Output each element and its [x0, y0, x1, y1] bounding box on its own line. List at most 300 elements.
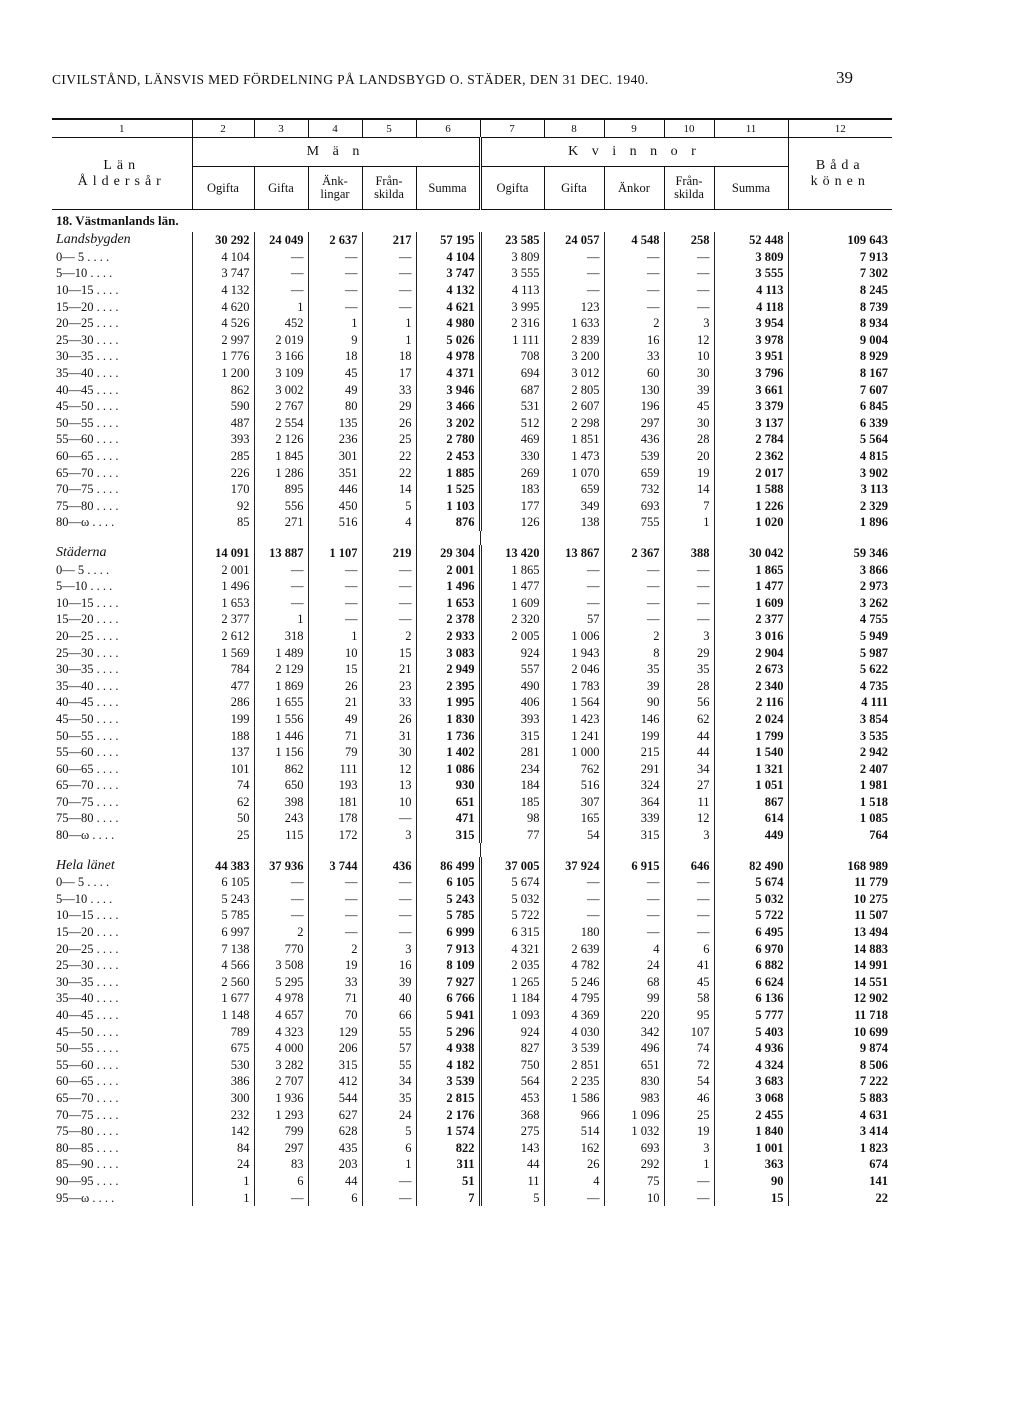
total-cell: 13 867 — [544, 545, 604, 562]
age-label: 65—70 . . . . — [56, 1090, 119, 1105]
data-cell: 2 362 — [714, 448, 788, 465]
data-cell: 2 — [604, 628, 664, 645]
table-row — [52, 498, 892, 515]
data-cell: 2 377 — [192, 611, 254, 628]
data-cell: 2 784 — [714, 431, 788, 448]
data-cell: 1 574 — [416, 1123, 480, 1140]
data-cell: — — [254, 282, 308, 299]
data-cell: 2 — [254, 924, 308, 941]
data-cell: 5 246 — [544, 974, 604, 991]
table-row — [52, 611, 892, 628]
data-cell: 7 — [664, 498, 714, 515]
data-cell: 3 — [362, 827, 416, 844]
data-cell: 29 — [362, 398, 416, 415]
data-cell: 25 — [664, 1106, 714, 1123]
total-cell: 436 — [362, 857, 416, 874]
data-cell: 22 — [362, 464, 416, 481]
data-cell: 17 — [362, 365, 416, 382]
table-row — [52, 381, 892, 398]
age-label: 55—60 . . . . — [56, 432, 119, 447]
data-cell: 3 535 — [788, 727, 892, 744]
age-label: 5—10 . . . . — [56, 579, 113, 594]
data-cell: 3 113 — [788, 481, 892, 498]
age-label: 80—85 . . . . — [56, 1140, 119, 1155]
data-cell: 3 539 — [544, 1040, 604, 1057]
table-row — [52, 1090, 892, 1107]
table-row — [52, 1123, 892, 1140]
data-cell: 1 677 — [192, 990, 254, 1007]
section-total-row — [52, 545, 892, 562]
data-cell: 1 — [362, 332, 416, 349]
age-label: 60—65 . . . . — [56, 761, 119, 776]
data-cell: 45 — [664, 974, 714, 991]
data-cell: 1 — [664, 514, 714, 531]
data-cell: 232 — [192, 1106, 254, 1123]
data-cell: 2 001 — [192, 561, 254, 578]
data-cell: 2 — [308, 940, 362, 957]
data-cell: 3 109 — [254, 365, 308, 382]
data-cell: 49 — [308, 381, 362, 398]
data-cell: 14 — [664, 481, 714, 498]
data-cell: 72 — [664, 1057, 714, 1074]
table-row — [52, 677, 892, 694]
data-cell: 2 340 — [714, 677, 788, 694]
data-cell: 1 609 — [480, 594, 544, 611]
data-cell: 651 — [604, 1057, 664, 1074]
data-cell: 28 — [664, 431, 714, 448]
data-cell: 966 — [544, 1106, 604, 1123]
data-cell: 12 902 — [788, 990, 892, 1007]
data-cell: 6 105 — [416, 874, 480, 891]
data-cell: — — [308, 578, 362, 595]
data-cell: 1 286 — [254, 464, 308, 481]
kvinnor-ankor-header: Änkor — [604, 167, 664, 210]
data-cell: 628 — [308, 1123, 362, 1140]
data-cell: 351 — [308, 464, 362, 481]
data-cell: 9 874 — [788, 1040, 892, 1057]
data-cell: 3 539 — [416, 1073, 480, 1090]
data-cell: 10 — [362, 794, 416, 811]
data-cell: — — [362, 265, 416, 282]
data-cell: 8 739 — [788, 298, 892, 315]
data-cell: 30 — [362, 744, 416, 761]
data-cell: — — [604, 265, 664, 282]
total-cell: 57 195 — [416, 232, 480, 249]
data-cell: 2 851 — [544, 1057, 604, 1074]
data-cell: — — [544, 891, 604, 908]
data-cell: 1 653 — [192, 594, 254, 611]
data-cell: 49 — [308, 711, 362, 728]
data-cell: — — [544, 249, 604, 266]
data-cell: 44 — [664, 744, 714, 761]
table-row — [52, 1073, 892, 1090]
data-cell: 11 507 — [788, 907, 892, 924]
data-cell: 271 — [254, 514, 308, 531]
data-cell: 4 324 — [714, 1057, 788, 1074]
data-cell: 2 316 — [480, 315, 544, 332]
data-cell: 3 262 — [788, 594, 892, 611]
data-cell: — — [604, 282, 664, 299]
data-cell: 44 — [664, 727, 714, 744]
data-cell: — — [308, 891, 362, 908]
table-row — [52, 1173, 892, 1190]
data-cell: 130 — [604, 381, 664, 398]
data-cell: 297 — [604, 415, 664, 432]
data-cell: 477 — [192, 677, 254, 694]
table-row — [52, 827, 892, 844]
data-cell: 33 — [362, 694, 416, 711]
data-cell: 446 — [308, 481, 362, 498]
data-cell: 1 736 — [416, 727, 480, 744]
data-cell: 564 — [480, 1073, 544, 1090]
data-cell: 180 — [544, 924, 604, 941]
age-label: 55—60 . . . . — [56, 1057, 119, 1072]
data-cell: 1 885 — [416, 464, 480, 481]
data-cell: 1 032 — [604, 1123, 664, 1140]
age-label: 0— 5 . . . . — [56, 249, 110, 264]
data-cell: 2 639 — [544, 940, 604, 957]
age-label: 35—40 . . . . — [56, 366, 119, 381]
data-cell: 4 111 — [788, 694, 892, 711]
data-cell: 2 035 — [480, 957, 544, 974]
data-cell: 8 929 — [788, 348, 892, 365]
data-cell: 11 718 — [788, 1007, 892, 1024]
age-label: 20—25 . . . . — [56, 628, 119, 643]
age-label: 35—40 . . . . — [56, 678, 119, 693]
data-cell: 3 809 — [714, 249, 788, 266]
data-cell: 26 — [362, 415, 416, 432]
data-cell: 19 — [308, 957, 362, 974]
total-cell: 13 420 — [480, 545, 544, 562]
lan-label: Län — [103, 157, 141, 173]
data-cell: 4 980 — [416, 315, 480, 332]
data-cell: 54 — [544, 827, 604, 844]
data-cell: 6 — [308, 1189, 362, 1206]
data-cell: — — [604, 249, 664, 266]
data-cell: — — [362, 1189, 416, 1206]
data-cell: — — [664, 561, 714, 578]
age-label: 10—15 . . . . — [56, 595, 119, 610]
kvinnor-summa-header: Summa — [714, 167, 788, 210]
data-cell: 876 — [416, 514, 480, 531]
data-cell: 193 — [308, 777, 362, 794]
data-cell: 339 — [604, 810, 664, 827]
data-cell: 98 — [480, 810, 544, 827]
total-cell: 37 936 — [254, 857, 308, 874]
data-cell: 1 321 — [714, 760, 788, 777]
data-cell: 40 — [362, 990, 416, 1007]
data-cell: 4 620 — [192, 298, 254, 315]
age-label: 50—55 . . . . — [56, 415, 119, 430]
data-cell: 215 — [604, 744, 664, 761]
data-cell: 4 938 — [416, 1040, 480, 1057]
data-cell: 1 489 — [254, 644, 308, 661]
data-cell: 2 554 — [254, 415, 308, 432]
data-cell: — — [604, 891, 664, 908]
data-cell: 1 093 — [480, 1007, 544, 1024]
data-cell: 1 — [362, 1156, 416, 1173]
spacer-cell — [604, 843, 664, 857]
data-cell: 311 — [416, 1156, 480, 1173]
data-cell: — — [544, 578, 604, 595]
data-cell: 26 — [308, 677, 362, 694]
data-cell: 107 — [664, 1023, 714, 1040]
data-cell: 27 — [664, 777, 714, 794]
data-cell: 162 — [544, 1139, 604, 1156]
data-cell: 1 — [664, 1156, 714, 1173]
age-label: 75—80 . . . . — [56, 811, 119, 826]
data-cell: 35 — [664, 661, 714, 678]
total-cell: 30 042 — [714, 545, 788, 562]
data-cell: — — [544, 907, 604, 924]
man-group-header: M ä n — [192, 138, 480, 167]
data-cell: 57 — [362, 1040, 416, 1057]
age-label: 5—10 . . . . — [56, 891, 113, 906]
data-cell: 5 296 — [416, 1023, 480, 1040]
data-cell: — — [308, 611, 362, 628]
data-cell: — — [664, 891, 714, 908]
data-cell: 34 — [664, 760, 714, 777]
data-cell: 4 132 — [416, 282, 480, 299]
age-label: 70—75 . . . . — [56, 482, 119, 497]
table-row — [52, 940, 892, 957]
man-franskilda-header: Från- skilda — [362, 167, 416, 210]
data-cell: 26 — [544, 1156, 604, 1173]
data-cell: 2 395 — [416, 677, 480, 694]
age-label: 60—65 . . . . — [56, 449, 119, 464]
table-row — [52, 907, 892, 924]
group-header-row — [52, 138, 892, 167]
data-cell: 1 477 — [480, 578, 544, 595]
data-cell: 80 — [308, 398, 362, 415]
data-cell: 4 323 — [254, 1023, 308, 1040]
data-cell: 983 — [604, 1090, 664, 1107]
data-cell: 398 — [254, 794, 308, 811]
data-cell: 85 — [192, 514, 254, 531]
data-cell: 8 — [604, 644, 664, 661]
data-cell: 9 — [308, 332, 362, 349]
data-cell: 21 — [362, 661, 416, 678]
data-cell: 4 735 — [788, 677, 892, 694]
total-cell: 37 005 — [480, 857, 544, 874]
data-cell: 22 — [788, 1189, 892, 1206]
data-cell: — — [254, 265, 308, 282]
data-cell: 490 — [480, 677, 544, 694]
data-cell: 29 — [664, 644, 714, 661]
data-cell: 12 — [664, 810, 714, 827]
data-cell: 101 — [192, 760, 254, 777]
data-cell: 1 496 — [416, 578, 480, 595]
data-cell: 3 995 — [480, 298, 544, 315]
data-cell: 236 — [308, 431, 362, 448]
data-cell: — — [544, 874, 604, 891]
data-cell: — — [254, 891, 308, 908]
data-cell: 1 823 — [788, 1139, 892, 1156]
data-cell: 45 — [664, 398, 714, 415]
data-cell: 4 — [362, 514, 416, 531]
age-label: 70—75 . . . . — [56, 1107, 119, 1122]
data-cell: — — [308, 249, 362, 266]
total-cell: 52 448 — [714, 232, 788, 249]
data-cell: 137 — [192, 744, 254, 761]
spacer-cell — [544, 531, 604, 545]
total-cell: 13 887 — [254, 545, 308, 562]
data-cell: 789 — [192, 1023, 254, 1040]
spacer-cell — [308, 843, 362, 857]
table-row — [52, 628, 892, 645]
data-cell: 6 — [254, 1173, 308, 1190]
data-cell: 2 019 — [254, 332, 308, 349]
table-row — [52, 924, 892, 941]
total-cell: 14 091 — [192, 545, 254, 562]
data-cell: 4 — [544, 1173, 604, 1190]
data-cell: 412 — [308, 1073, 362, 1090]
age-label: 30—35 . . . . — [56, 974, 119, 989]
data-cell: 530 — [192, 1057, 254, 1074]
age-label: 10—15 . . . . — [56, 283, 119, 298]
age-label: 5—10 . . . . — [56, 266, 113, 281]
data-cell: 471 — [416, 810, 480, 827]
age-label: 85—90 . . . . — [56, 1157, 119, 1172]
age-label: 40—45 . . . . — [56, 1008, 119, 1023]
data-cell: 1 200 — [192, 365, 254, 382]
data-cell: 349 — [544, 498, 604, 515]
data-cell: 516 — [308, 514, 362, 531]
data-cell: 79 — [308, 744, 362, 761]
table-row — [52, 644, 892, 661]
data-cell: 5 032 — [714, 891, 788, 908]
data-cell: 924 — [480, 1023, 544, 1040]
data-cell: 3 747 — [192, 265, 254, 282]
table-row — [52, 594, 892, 611]
data-cell: 3 166 — [254, 348, 308, 365]
data-cell: 4 526 — [192, 315, 254, 332]
spacer-cell — [416, 843, 480, 857]
data-cell: 2 176 — [416, 1106, 480, 1123]
data-cell: 1 148 — [192, 1007, 254, 1024]
data-cell: 693 — [604, 1139, 664, 1156]
data-cell: — — [664, 874, 714, 891]
data-cell: 5 785 — [192, 907, 254, 924]
data-cell: 35 — [604, 661, 664, 678]
data-cell: 330 — [480, 448, 544, 465]
data-cell: 6 845 — [788, 398, 892, 415]
data-cell: 74 — [192, 777, 254, 794]
data-cell: 1 569 — [192, 644, 254, 661]
age-label: 0— 5 . . . . — [56, 875, 110, 890]
data-cell: 450 — [308, 498, 362, 515]
column-number: 4 — [308, 119, 362, 138]
age-label: 25—30 . . . . — [56, 332, 119, 347]
spacer-cell — [714, 843, 788, 857]
age-label: 75—80 . . . . — [56, 498, 119, 513]
data-cell: 4 978 — [416, 348, 480, 365]
data-cell: 3 414 — [788, 1123, 892, 1140]
data-cell: 188 — [192, 727, 254, 744]
table-row — [52, 481, 892, 498]
table-row — [52, 661, 892, 678]
data-cell: 14 991 — [788, 957, 892, 974]
total-cell: 86 499 — [416, 857, 480, 874]
data-cell: 6 999 — [416, 924, 480, 941]
data-cell: 5 883 — [788, 1090, 892, 1107]
data-cell: 627 — [308, 1106, 362, 1123]
data-cell: 3 282 — [254, 1057, 308, 1074]
data-cell: 315 — [480, 727, 544, 744]
data-cell: 16 — [604, 332, 664, 349]
data-cell: 10 275 — [788, 891, 892, 908]
section-label: Hela länet — [56, 857, 115, 873]
age-label: 20—25 . . . . — [56, 941, 119, 956]
data-cell: — — [664, 298, 714, 315]
data-cell: 135 — [308, 415, 362, 432]
data-cell: 33 — [362, 381, 416, 398]
data-cell: 1 851 — [544, 431, 604, 448]
data-cell: 196 — [604, 398, 664, 415]
age-label: 25—30 . . . . — [56, 645, 119, 660]
data-cell: 3 — [664, 628, 714, 645]
data-cell: 24 — [604, 957, 664, 974]
total-cell: 4 548 — [604, 232, 664, 249]
data-cell: — — [308, 594, 362, 611]
data-cell: 1 — [192, 1173, 254, 1190]
data-cell: 18 — [362, 348, 416, 365]
data-cell: 6 — [362, 1139, 416, 1156]
data-cell: — — [362, 924, 416, 941]
data-cell: 7 927 — [416, 974, 480, 991]
age-label: 40—45 . . . . — [56, 382, 119, 397]
column-number: 3 — [254, 119, 308, 138]
data-cell: 750 — [480, 1057, 544, 1074]
table-row — [52, 448, 892, 465]
data-cell: 830 — [604, 1073, 664, 1090]
data-cell: 3 379 — [714, 398, 788, 415]
data-cell: 66 — [362, 1007, 416, 1024]
data-cell: 315 — [308, 1057, 362, 1074]
data-cell: 1 020 — [714, 514, 788, 531]
data-cell: 514 — [544, 1123, 604, 1140]
data-cell: 862 — [254, 760, 308, 777]
data-cell: — — [604, 578, 664, 595]
data-cell: — — [544, 265, 604, 282]
man-anklingar-header: Änk- lingar — [308, 167, 362, 210]
data-cell: 6 766 — [416, 990, 480, 1007]
table-row — [52, 794, 892, 811]
section-label: Städerna — [56, 544, 107, 560]
age-label: 75—80 . . . . — [56, 1124, 119, 1139]
data-cell: — — [254, 561, 308, 578]
data-cell: 5 987 — [788, 644, 892, 661]
data-cell: 1 653 — [416, 594, 480, 611]
data-cell: 2 017 — [714, 464, 788, 481]
data-cell: 143 — [480, 1139, 544, 1156]
section-total-row — [52, 857, 892, 874]
kvinnor-ogifta-header: Ogifta — [480, 167, 544, 210]
age-label: 15—20 . . . . — [56, 612, 119, 627]
data-cell: 14 551 — [788, 974, 892, 991]
data-cell: 6 495 — [714, 924, 788, 941]
table-row — [52, 365, 892, 382]
age-label: 0— 5 . . . . — [56, 562, 110, 577]
spacer-cell — [362, 843, 416, 857]
data-cell: 60 — [604, 365, 664, 382]
spacer-cell — [254, 531, 308, 545]
table-row — [52, 415, 892, 432]
data-cell: 8 109 — [416, 957, 480, 974]
data-cell: 6 882 — [714, 957, 788, 974]
data-cell: 13 — [362, 777, 416, 794]
data-cell: 2 298 — [544, 415, 604, 432]
